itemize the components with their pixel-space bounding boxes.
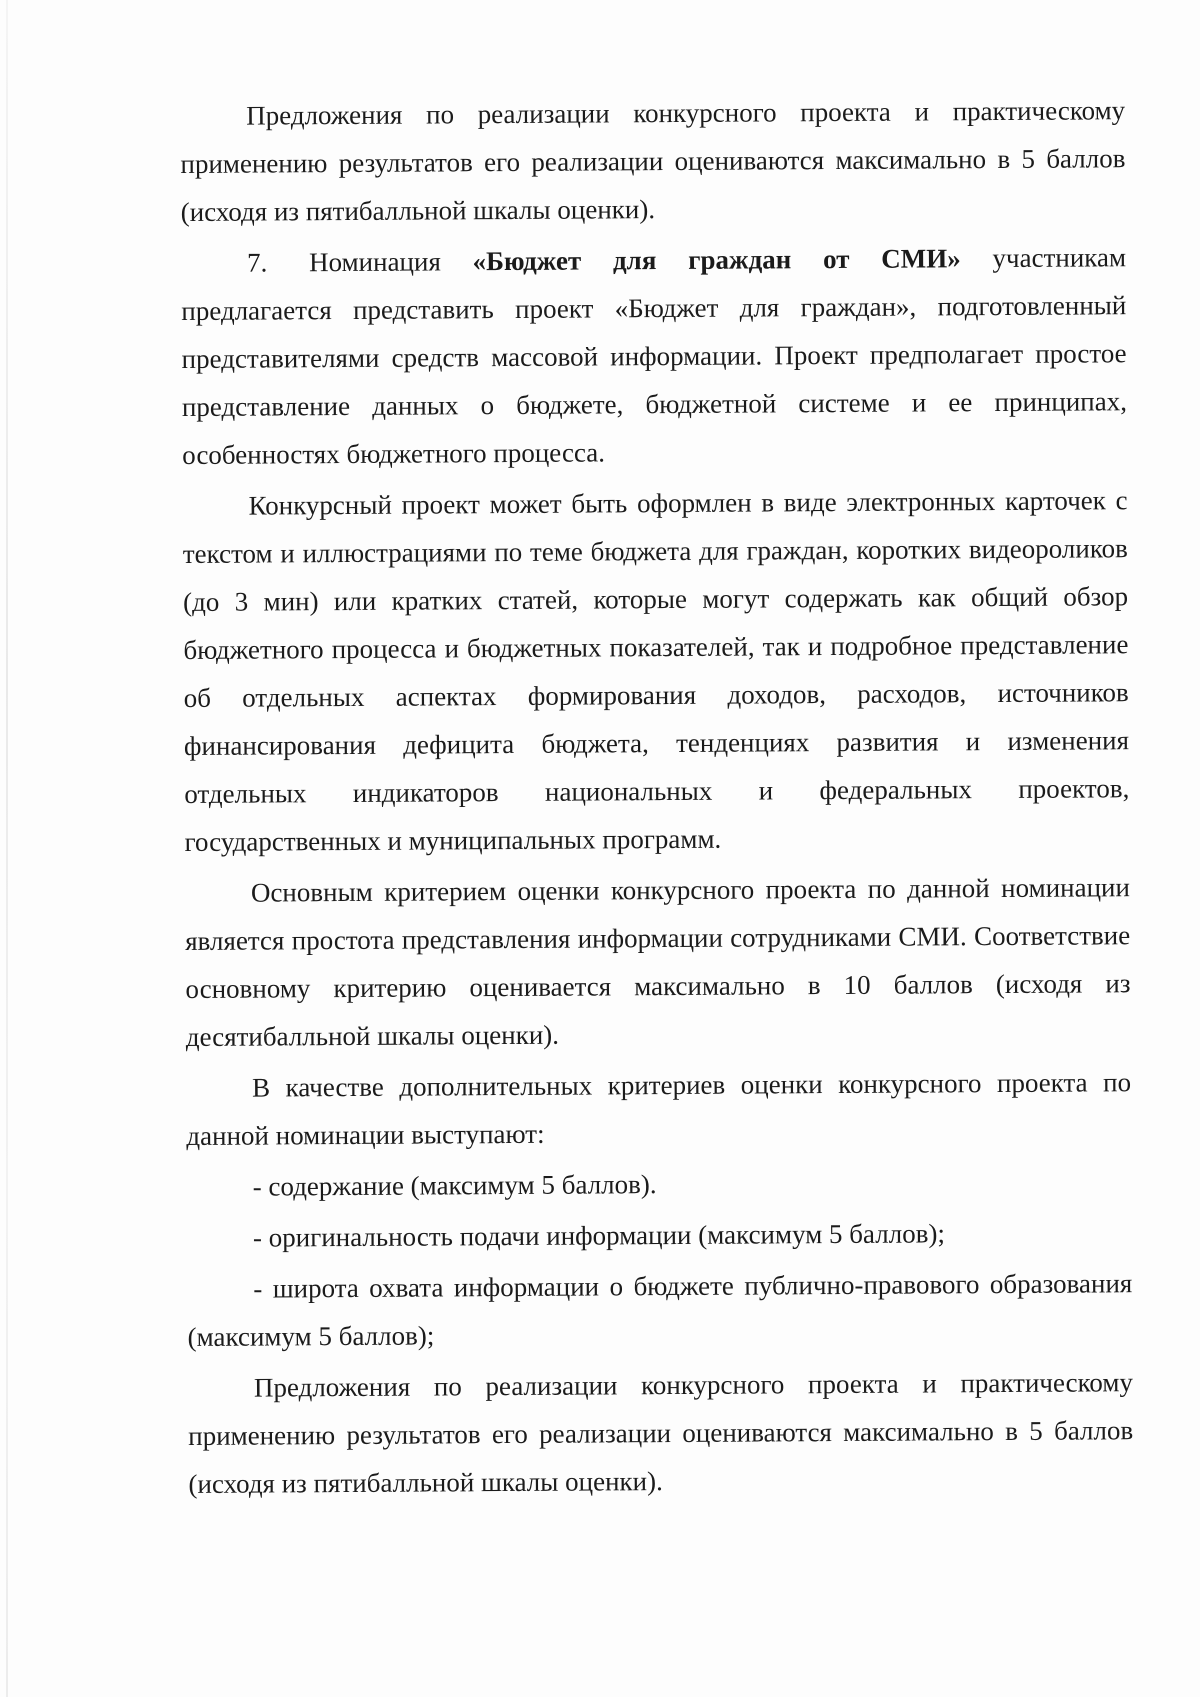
scan-edge (6, 0, 8, 1697)
paragraph-project-format: Конкурсный проект может быть оформлен в виде электронных карточек с текстом и иллюстрациями по теме бюджета для граждан, коротких видеороликов (до 3 мин) или кратких статей, которые могут содержать как общий обзор бюджетного процесса и бюджетных показателей, так и подробное представление об отдельных аспектах формирования доходов, расходов, источников финансирования дефицита бюджета, тенденциях развития и изменения отдельных индикаторов национальных и федеральных проектов, государственных и муниципальных программ. (182, 485, 1130, 857)
list-item-originality: - оригинальность подачи информации (максимум 5 баллов); (252, 1218, 945, 1253)
nomination-description: участникам предлагается представить проект «Бюджет для граждан», подготовленный представителями средств массовой информации. Проект предполагает простое представление данных о бюджете, бюджетной системе и ее принципах, особенностях бюджетного процесса. (181, 242, 1127, 470)
document-body (180, 86, 1134, 1511)
item-number: 7. (246, 247, 268, 278)
paragraph-nomination-7 (181, 233, 1127, 479)
paragraph-additional-criteria: В качестве дополнительных критериев оценки конкурсного проекта по данной номинации выступают: (186, 1067, 1132, 1151)
nomination-title: «Бюджет для граждан от СМИ» (472, 243, 961, 277)
paragraph-main-criterion: Основным критерием оценки конкурсного проекта по данной номинации является простота представления информации сотрудниками СМИ. Соответствие основному критерию оценивается максимально в 10 баллов (исходя из десятибалльной шкалы оценки). (185, 872, 1131, 1052)
list-item-coverage: - широта охвата информации о бюджете публично-правового образования (максимум 5 баллов); (187, 1268, 1133, 1352)
paragraph-proposals-2: Предложения по реализации конкурсного проекта и практическому применению результатов его реализации оцениваются максимально в 5 баллов (исходя из пятибалльной шкалы оценки). (188, 1367, 1134, 1499)
nomination-lead: Номинация (308, 246, 441, 278)
list-item-content: - содержание (максимум 5 баллов). (252, 1169, 657, 1202)
paragraph-proposals-1: Предложения по реализации конкурсного проекта и практическому применению результатов его реализации оцениваются максимально в 5 баллов (исходя из пятибалльной шкалы оценки). (180, 95, 1126, 227)
